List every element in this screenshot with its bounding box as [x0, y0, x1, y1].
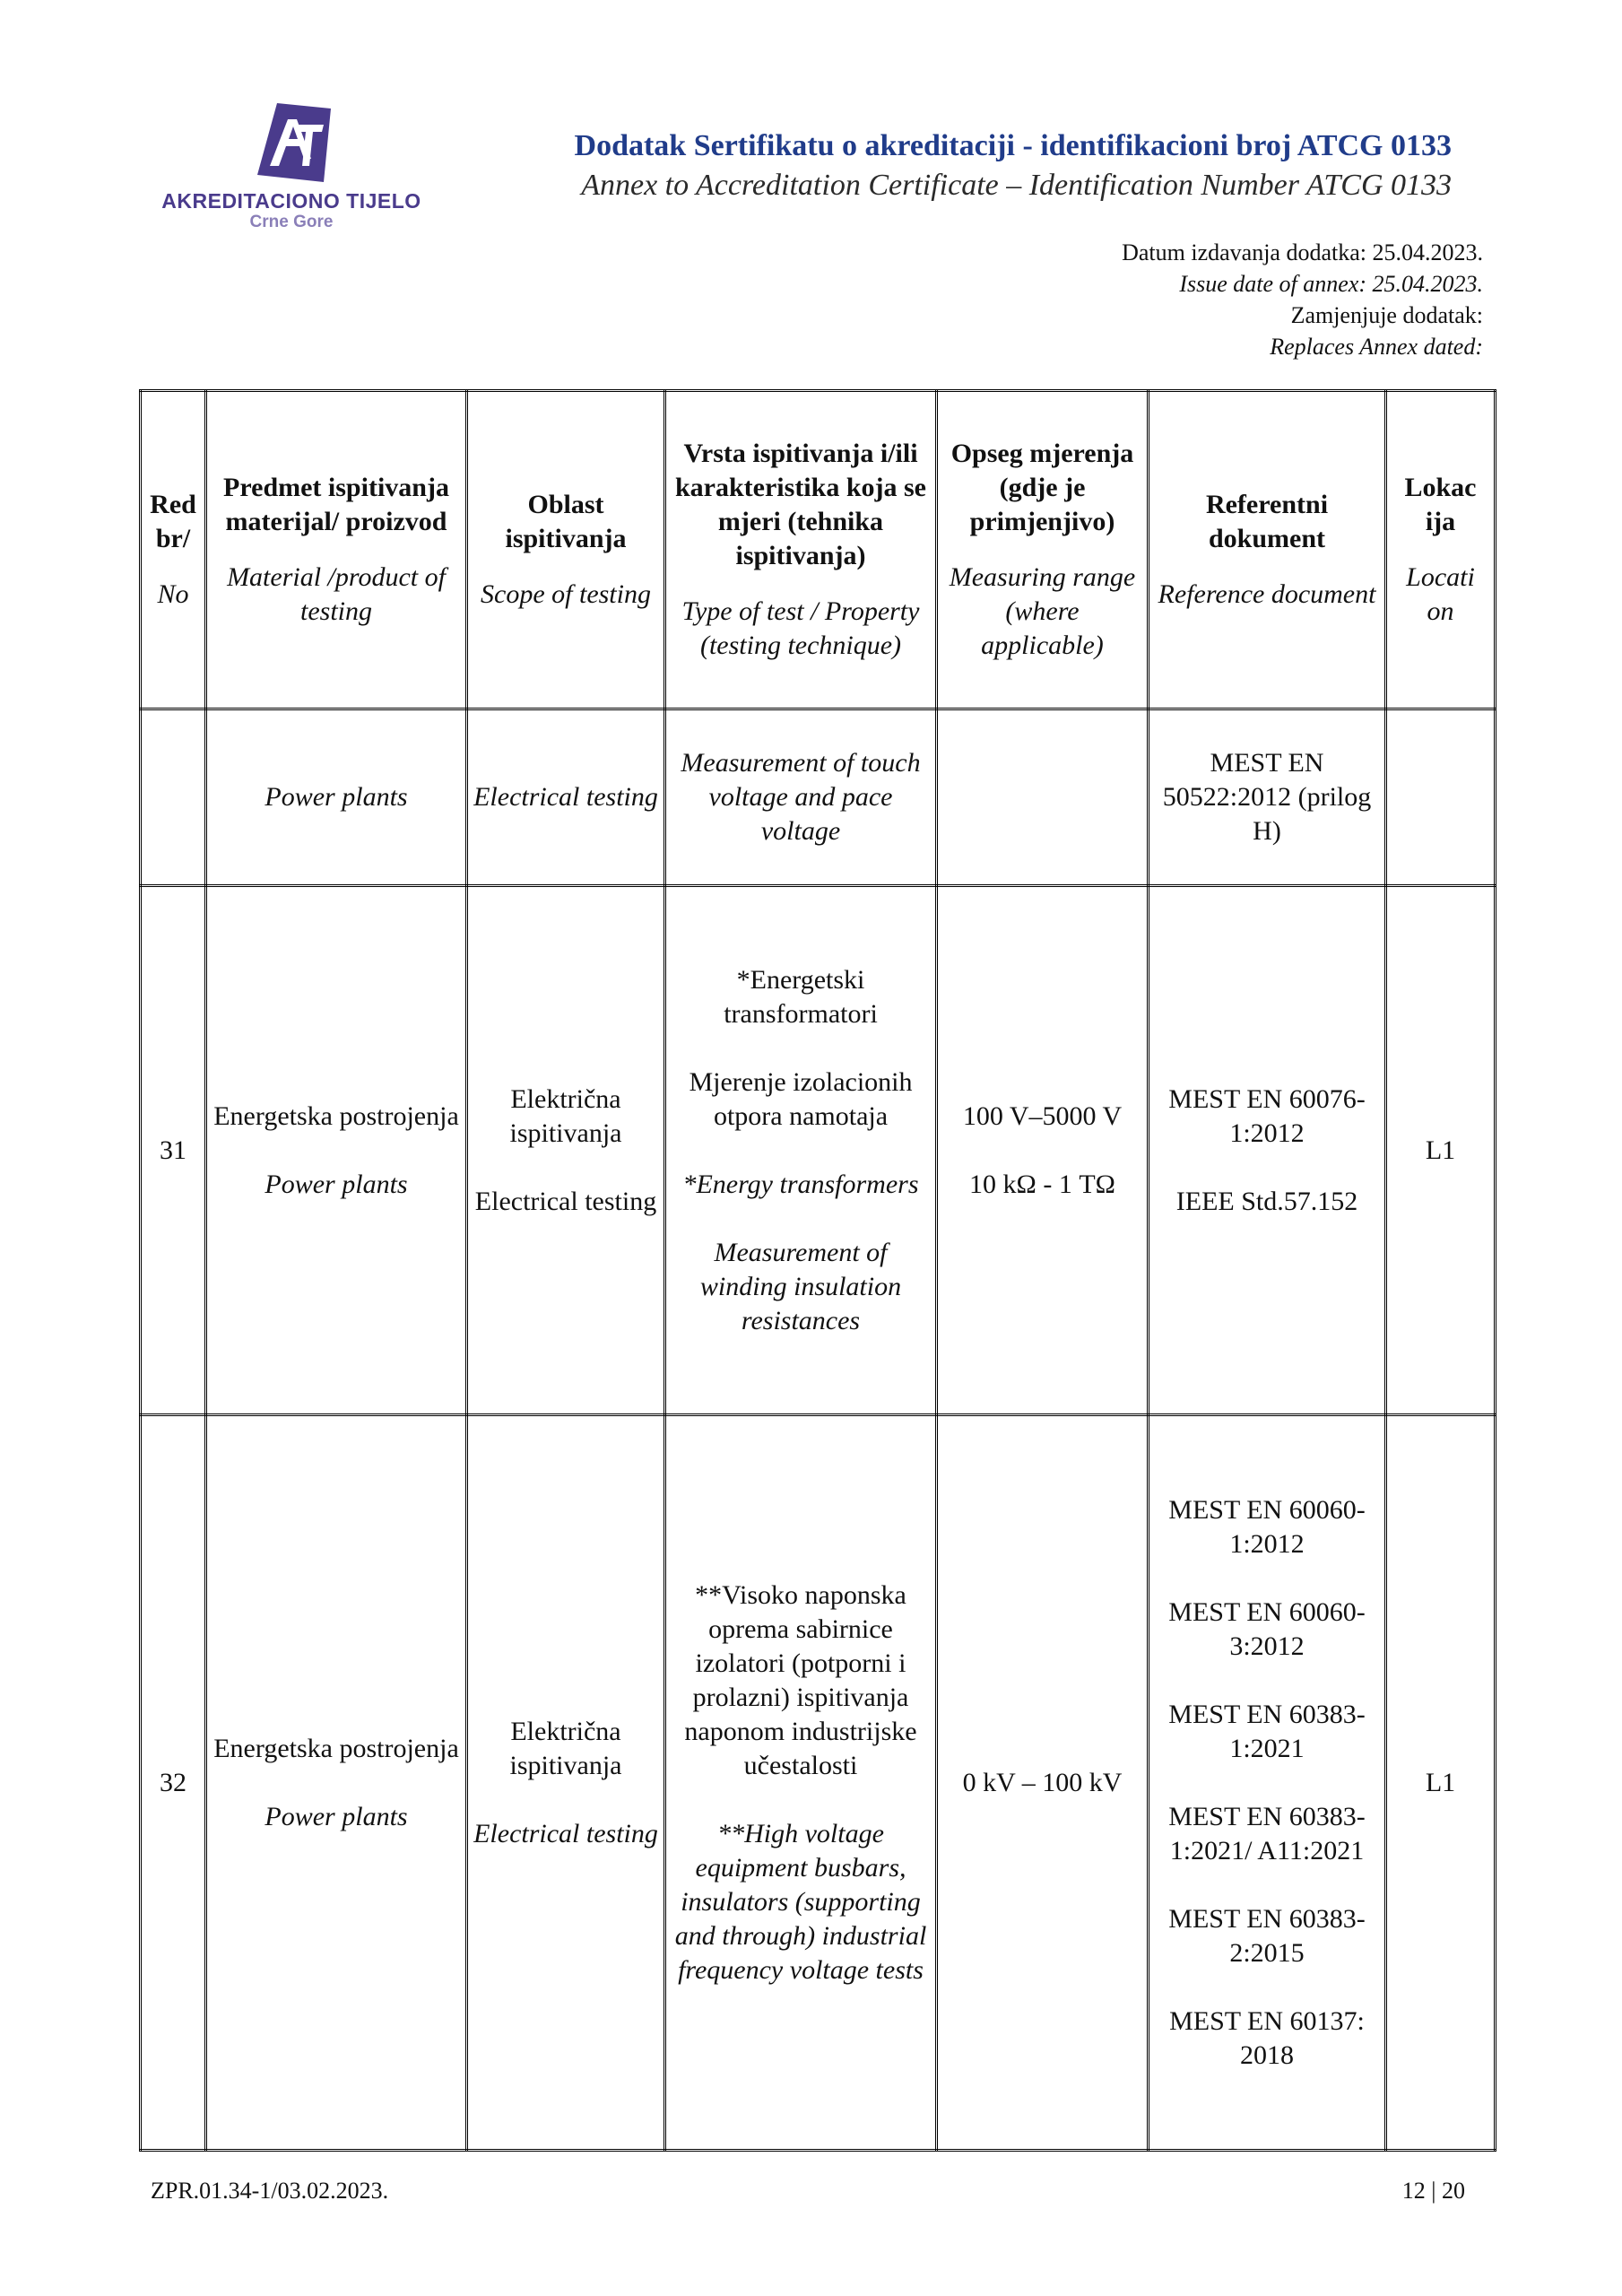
row-no: 31	[141, 886, 206, 1415]
logo	[157, 103, 426, 238]
table-row	[141, 1415, 1496, 2151]
header-reference: Referentni dokument Reference document	[1149, 391, 1386, 709]
header-no: Red br/ No	[141, 391, 206, 709]
row-material: Power plants	[206, 709, 467, 886]
row-location: L1	[1386, 886, 1496, 1415]
row-scope: Električna ispitivanja Electrical testing	[467, 1415, 665, 2151]
footer-document-code: ZPR.01.34-1/03.02.2023.	[151, 2178, 389, 2204]
accreditation-logo-icon	[257, 103, 331, 182]
footer-page-number: 12 | 20	[1401, 2178, 1465, 2204]
row-type: **Visoko naponska oprema sabirnice izolatori (potporni i prolazni) ispitivanja naponom industrijske učestalosti **High voltage equipment busbars, insulators (supporting and through) industrial frequency voltage tests	[665, 1415, 937, 2151]
header-material: Predmet ispitivanja materijal/ proizvod Material /product of testing	[206, 391, 467, 709]
row-type: Measurement of touch voltage and pace voltage	[665, 709, 937, 886]
row-no	[141, 709, 206, 886]
row-location: L1	[1386, 1415, 1496, 2151]
row-range: 0 kV – 100 kV	[937, 1415, 1149, 2151]
logo-name: AKREDITACIONO TIJELO	[161, 189, 421, 213]
document-title-english: Annex to Accreditation Certificate – Identification Number ATCG 0133	[581, 169, 1452, 202]
replaces-annex-english: Replaces Annex dated:	[1270, 334, 1483, 360]
row-reference: MEST EN 50522:2012 (prilog H)	[1149, 709, 1386, 886]
issue-date: Datum izdavanja dodatka: 25.04.2023.	[1122, 239, 1483, 265]
header-type: Vrsta ispitivanja i/ili karakteristika koja se mjeri (tehnika ispitivanja) Type of test / Property (testing technique)	[665, 391, 937, 709]
table-header-row	[141, 391, 1496, 709]
document-title: Dodatak Sertifikatu o akreditaciji - identifikacioni broj ATCG 0133	[574, 129, 1452, 162]
row-scope: Electrical testing	[467, 709, 665, 886]
header-location: Lokac ija Locati on	[1386, 391, 1496, 709]
row-range	[937, 709, 1149, 886]
row-location	[1386, 709, 1496, 886]
row-no: 32	[141, 1415, 206, 2151]
header-scope: Oblast ispitivanja Scope of testing	[467, 391, 665, 709]
row-type: *Energetski transformatori Mjerenje izolacionih otpora namotaja *Energy transformers Measurement of winding insulation resistances	[665, 886, 937, 1415]
row-reference: MEST EN 60060-1:2012 MEST EN 60060-3:2012 MEST EN 60383-1:2021 MEST EN 60383-1:2021/ A11:2021 MEST EN 60383-2:2015 MEST EN 60137: 2018	[1149, 1415, 1386, 2151]
row-reference: MEST EN 60076-1:2012 IEEE Std.57.152	[1149, 886, 1386, 1415]
table-row	[141, 709, 1496, 886]
issue-date-english: Issue date of annex: 25.04.2023.	[1179, 271, 1483, 297]
row-scope: Električna ispitivanja Electrical testing	[467, 886, 665, 1415]
issue-meta	[1122, 237, 1483, 362]
table-row	[141, 886, 1496, 1415]
accreditation-scope-table	[139, 389, 1496, 2152]
row-range: 100 V–5000 V 10 kΩ - 1 TΩ	[937, 886, 1149, 1415]
header-range: Opseg mjerenja (gdje je primjenjivo) Measuring range (where applicable)	[937, 391, 1149, 709]
row-material: Energetska postrojenja Power plants	[206, 1415, 467, 2151]
replaces-annex: Zamjenjuje dodatak:	[1290, 302, 1483, 328]
logo-subtitle: Crne Gore	[249, 213, 334, 231]
row-material: Energetska postrojenja Power plants	[206, 886, 467, 1415]
